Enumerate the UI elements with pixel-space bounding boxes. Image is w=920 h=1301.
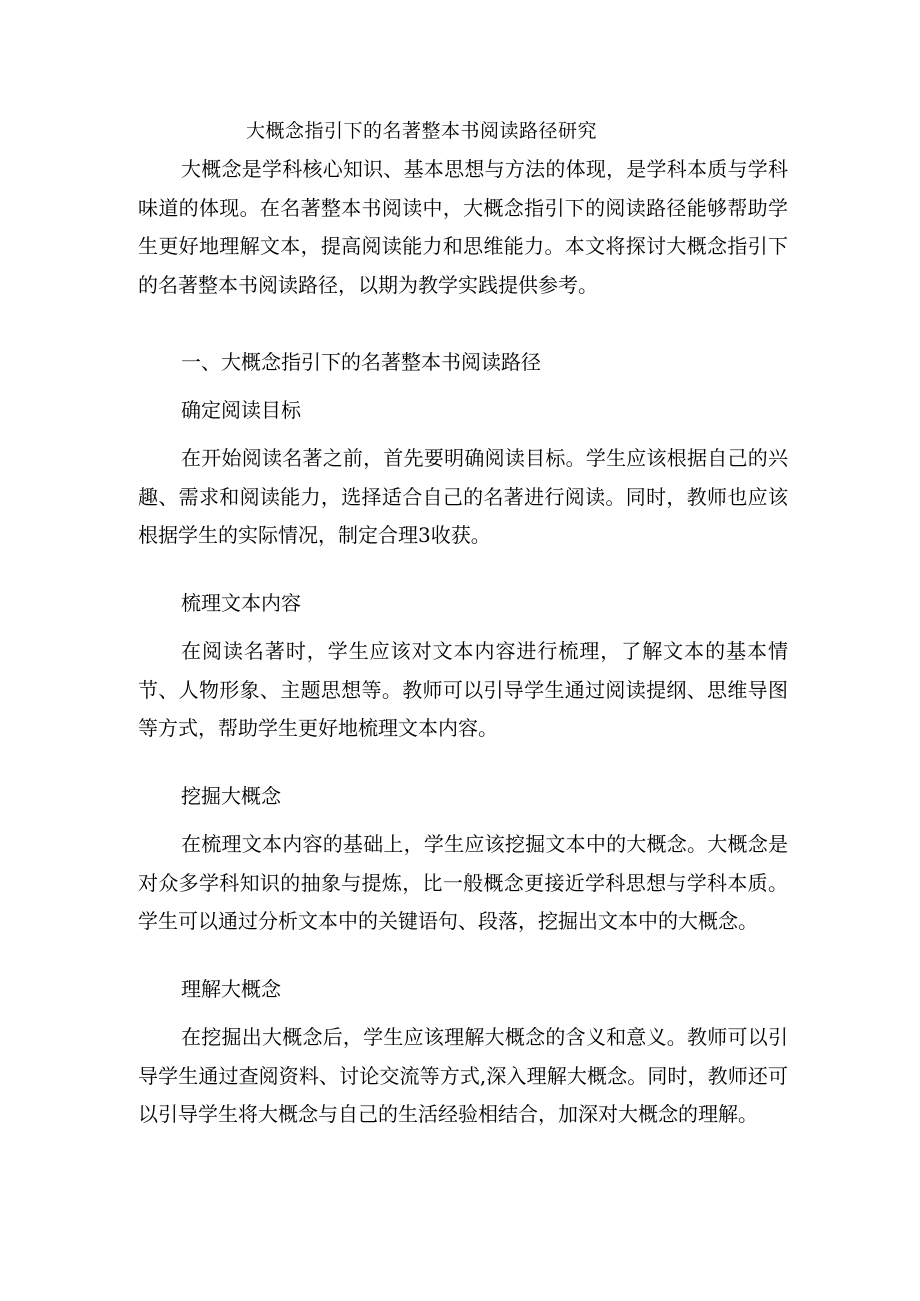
subheading-dig-big-concept: 挖掘大概念 bbox=[181, 784, 281, 808]
subheading-understand-big-concept: 理解大概念 bbox=[181, 977, 281, 1001]
paragraph-reading-goal: 在开始阅读名著之前，首先要明确阅读目标。学生应该根据自己的兴趣、需求和阅读能力，选择适合自己的名著进行阅读。同时，教师也应该根据学生的实际情况，制定合理3收获。 bbox=[138, 446, 788, 548]
paragraph-dig-big-concept: 在梳理文本内容的基础上，学生应该挖掘文本中的大概念。大概念是对众多学科知识的抽象与提炼，比一般概念更接近学科思想与学科本质。学生可以通过分析文本中的关键语句、段落，挖掘出文本中的大概念。 bbox=[138, 832, 788, 934]
paragraph-text-content: 在阅读名著时，学生应该对文本内容进行梳理，了解文本的基本情节、人物形象、主题思想等。教师可以引导学生通过阅读提纲、思维导图等方式，帮助学生更好地梳理文本内容。 bbox=[138, 639, 788, 741]
paragraph-understand-big-concept: 在挖掘出大概念后，学生应该理解大概念的含义和意义。教师可以引导学生通过查阅资料、讨论交流等方式,深入理解大概念。同时，教师还可以引导学生将大概念与自己的生活经验相结合，加深对大概念的理解。 bbox=[138, 1025, 788, 1127]
intro-paragraph: 大概念是学科核心知识、基本思想与方法的体现，是学科本质与学科味道的体现。在名著整本书阅读中，大概念指引下的阅读路径能够帮助学生更好地理解文本，提高阅读能力和思维能力。本文将探讨大概念指引下的名著整本书阅读路径，以期为教学实践提供参考。 bbox=[138, 157, 788, 298]
subheading-reading-goal: 确定阅读目标 bbox=[181, 398, 301, 422]
subheading-text-content: 梳理文本内容 bbox=[181, 591, 301, 615]
document-title: 大概念指引下的名著整本书阅读路径研究 bbox=[246, 120, 598, 142]
section-heading-1: 一、大概念指引下的名著整本书阅读路径 bbox=[181, 350, 541, 374]
